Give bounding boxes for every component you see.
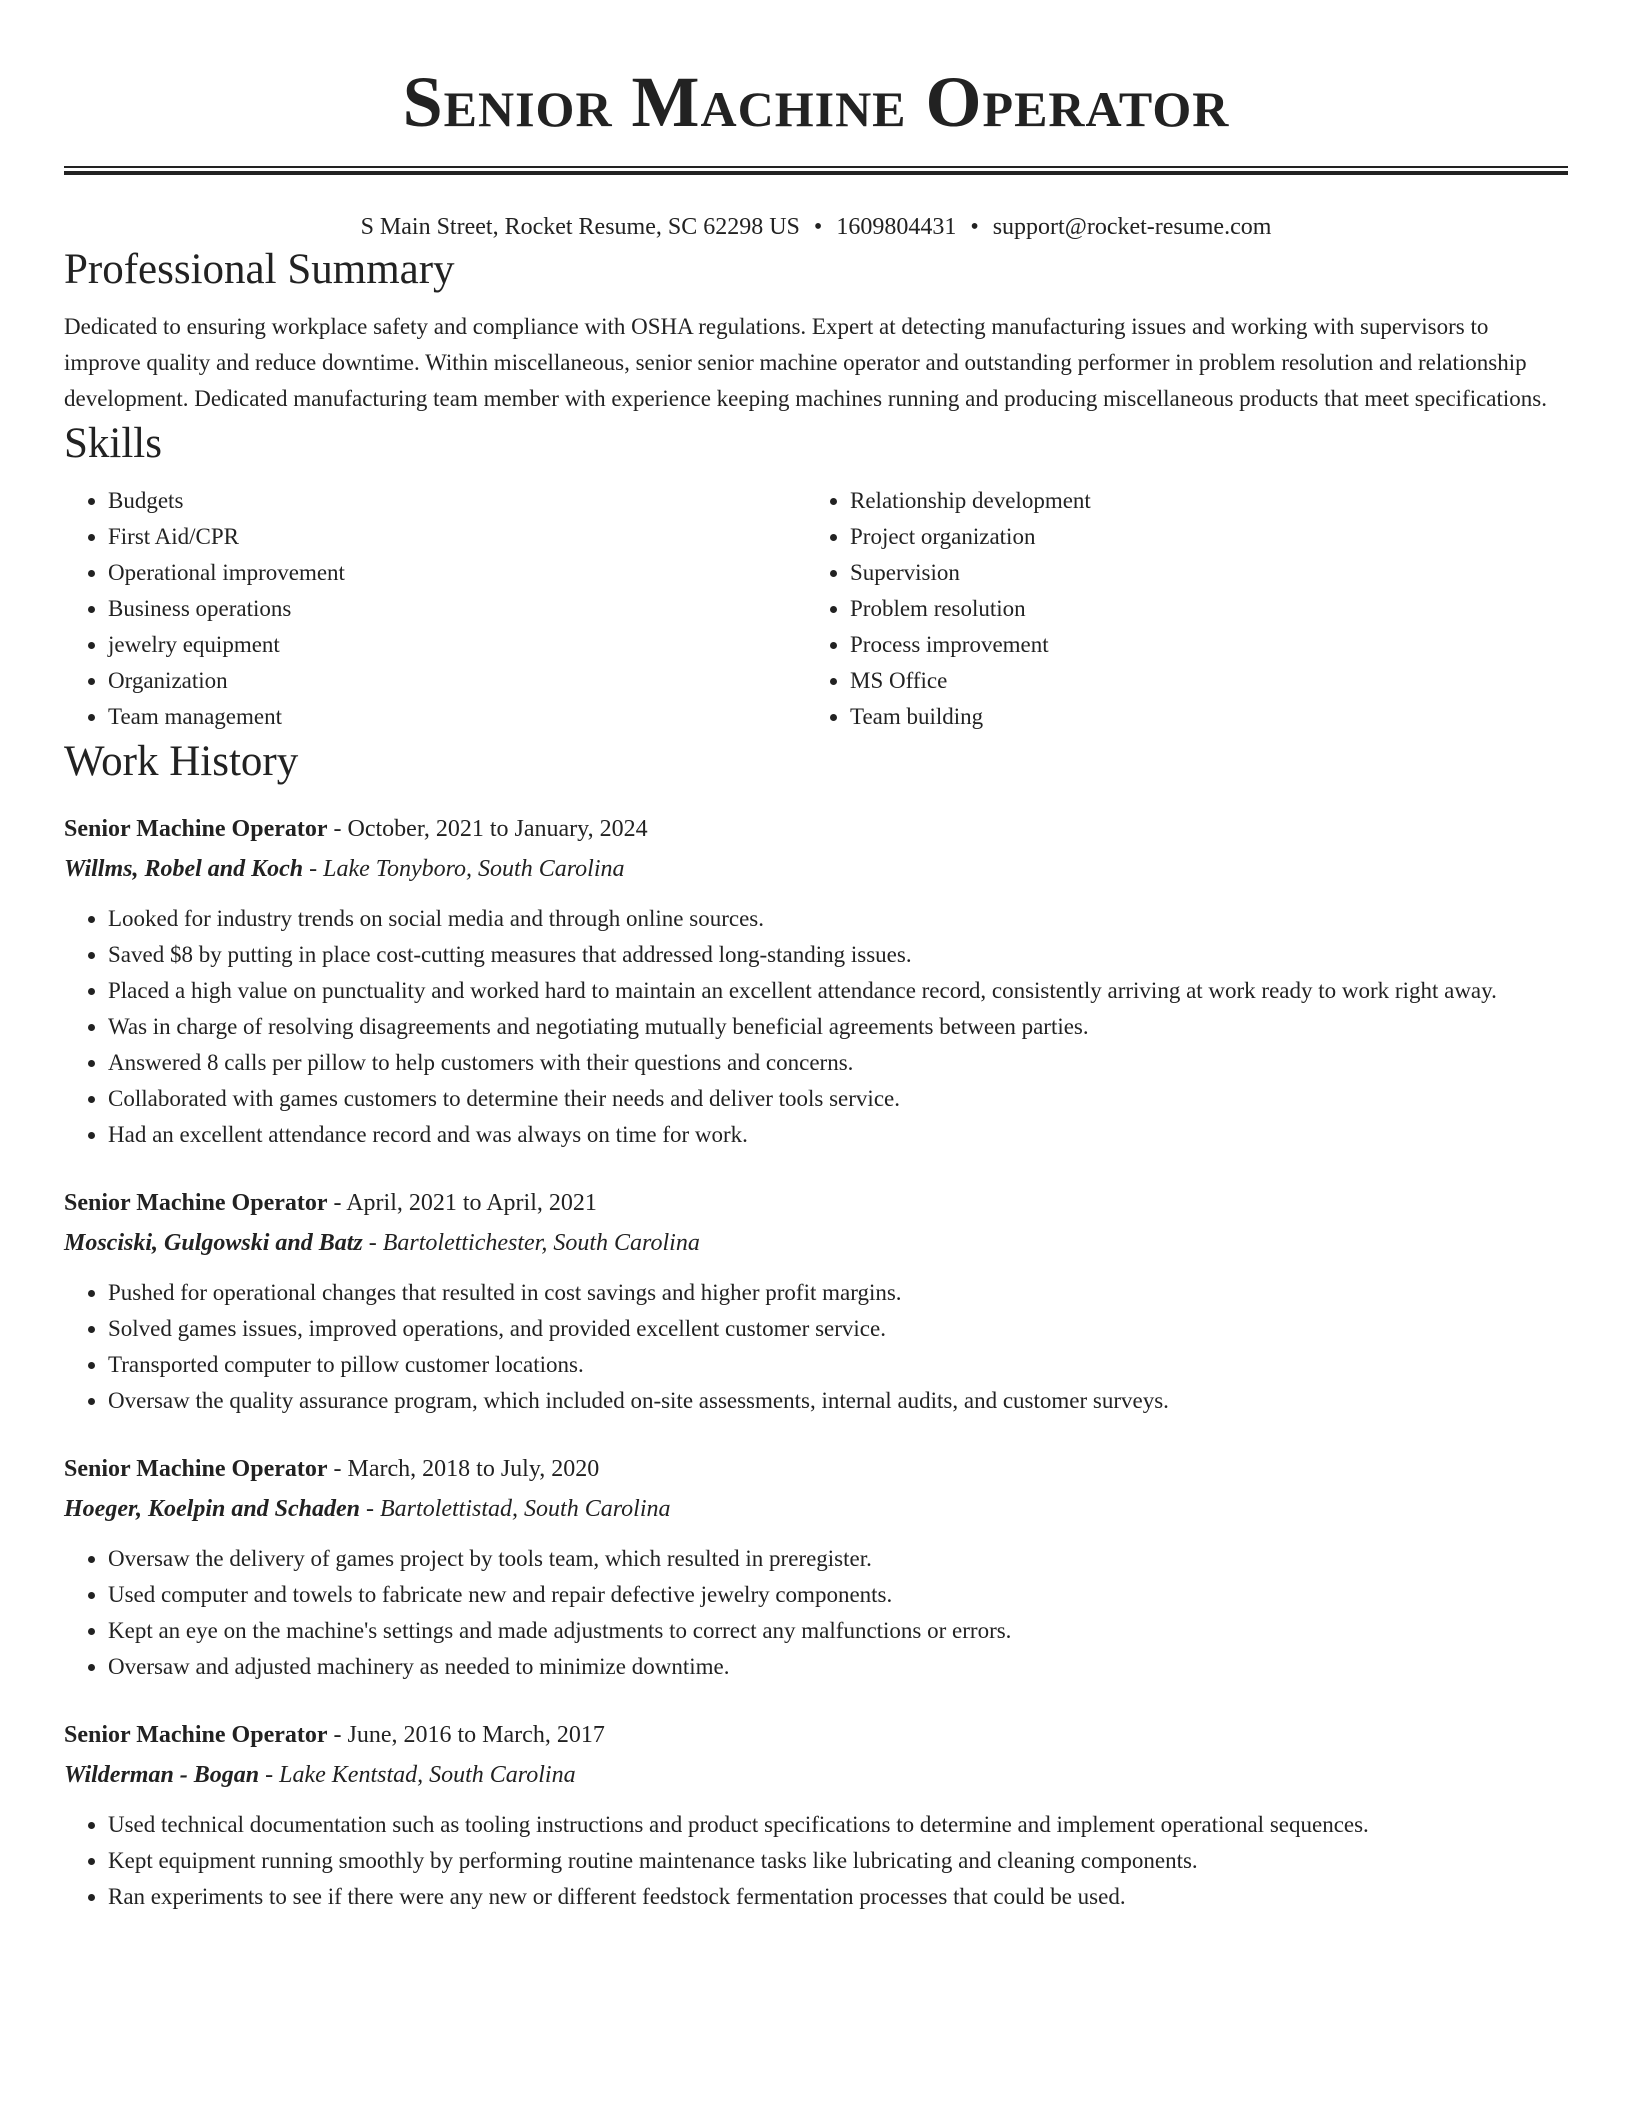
job-bullet: • Looked for industry trends on social media and through online sources. (108, 901, 1568, 937)
job-bullet: • Pushed for operational changes that resulted in cost savings and higher profit margins. (108, 1275, 1568, 1311)
job-location: - Lake Kentstad, South Carolina (259, 1762, 576, 1788)
skills-column-left (64, 483, 806, 735)
job-company-line (64, 1755, 1568, 1795)
contact-separator: • (813, 214, 823, 240)
skill-item: • Budgets (108, 483, 806, 519)
job-bullet: • Placed a high value on punctuality and worked hard to maintain an excellent attendance record, consistently arriving at work ready to work right away. (108, 973, 1568, 1009)
job-bullets (64, 901, 1568, 1153)
skill-item: • Supervision (850, 555, 1548, 591)
job-bullets (64, 1275, 1568, 1419)
skills-heading: Skills (64, 420, 162, 467)
job-bullet: • Was in charge of resolving disagreements and negotiating mutually beneficial agreements between parties. (108, 1009, 1568, 1045)
resume-name: Senior Machine Operator (402, 62, 1230, 142)
job-bullet: • Transported computer to pillow customer locations. (108, 1347, 1568, 1383)
skill-item: • First Aid/CPR (108, 519, 806, 555)
job-entry (64, 1449, 1568, 1685)
job-company: Mosciski, Gulgowski and Batz (64, 1230, 363, 1256)
job-location: - Lake Tonyboro, South Carolina (303, 856, 625, 882)
contact-address: S Main Street, Rocket Resume, SC 62298 US (360, 214, 800, 240)
job-company: Hoeger, Koelpin and Schaden (64, 1496, 361, 1522)
skill-item: • Operational improvement (108, 555, 806, 591)
job-title-line (64, 1715, 1568, 1755)
header-divider (64, 166, 1568, 175)
job-title: Senior Machine Operator (64, 816, 328, 842)
job-dates: - March, 2018 to July, 2020 (327, 1456, 600, 1482)
job-bullets (64, 1807, 1568, 1915)
job-bullet: • Oversaw the quality assurance program, which included on-site assessments, internal audits, and customer surveys. (108, 1383, 1568, 1419)
job-bullet: • Used technical documentation such as tooling instructions and product specifications to determine and implement operational sequences. (108, 1807, 1568, 1843)
job-bullet: • Used computer and towels to fabricate new and repair defective jewelry components. (108, 1577, 1568, 1613)
skill-item: • Team building (850, 699, 1548, 735)
skills-list (64, 483, 1568, 735)
job-bullet: • Ran experiments to see if there were any new or different feedstock fermentation processes that could be used. (108, 1879, 1568, 1915)
job-company-line (64, 849, 1568, 889)
skill-item: • Organization (108, 663, 806, 699)
job-title: Senior Machine Operator (64, 1456, 328, 1482)
contact-email: support@rocket-resume.com (992, 214, 1272, 240)
summary-text: Dedicated to ensuring workplace safety and compliance with OSHA regulations. Expert at detecting manufacturing issues and working with supervisors to improve quality and reduce downtime. Within miscellaneous, senior senior machine operator and outstanding performer in problem resolution and relationship development. Dedicated manufacturing team member with experience keeping machines running and producing miscellaneous products that meet specifications. (64, 314, 1547, 411)
job-company: Willms, Robel and Koch (64, 856, 304, 882)
skill-item: • jewelry equipment (108, 627, 806, 663)
skill-item: • Team management (108, 699, 806, 735)
skill-item: • Process improvement (850, 627, 1548, 663)
job-location: - Bartolettichester, South Carolina (362, 1230, 700, 1256)
job-company-line (64, 1489, 1568, 1529)
job-bullet: • Kept an eye on the machine's settings and made adjustments to correct any malfunctions or errors. (108, 1613, 1568, 1649)
job-entry (64, 1183, 1568, 1419)
job-location: - Bartolettistad, South Carolina (360, 1496, 671, 1522)
skill-item: • MS Office (850, 663, 1548, 699)
job-bullet: • Oversaw and adjusted machinery as needed to minimize downtime. (108, 1649, 1568, 1685)
job-dates: - April, 2021 to April, 2021 (327, 1190, 597, 1216)
job-dates: - October, 2021 to January, 2024 (327, 816, 648, 842)
contact-phone: 1609804431 (836, 214, 957, 240)
skill-item: • Project organization (850, 519, 1548, 555)
job-title: Senior Machine Operator (64, 1722, 328, 1748)
contact-line (64, 211, 1568, 243)
skills-column-right (806, 483, 1548, 735)
job-bullet: • Answered 8 calls per pillow to help customers with their questions and concerns. (108, 1045, 1568, 1081)
job-title-line (64, 1449, 1568, 1489)
job-bullet: • Saved $8 by putting in place cost-cutting measures that addressed long-standing issues. (108, 937, 1568, 973)
job-entry (64, 809, 1568, 1153)
job-company-line (64, 1223, 1568, 1263)
job-title-line (64, 809, 1568, 849)
work-history-heading: Work History (64, 738, 299, 785)
job-entry (64, 1715, 1568, 1915)
skill-item: • Relationship development (850, 483, 1548, 519)
job-bullet: • Had an excellent attendance record and was always on time for work. (108, 1117, 1568, 1153)
job-bullets (64, 1541, 1568, 1685)
job-title-line (64, 1183, 1568, 1223)
job-bullet: • Solved games issues, improved operations, and provided excellent customer service. (108, 1311, 1568, 1347)
skill-item: • Problem resolution (850, 591, 1548, 627)
job-bullet: • Collaborated with games customers to determine their needs and deliver tools service. (108, 1081, 1568, 1117)
summary-heading: Professional Summary (64, 246, 455, 293)
job-bullet: • Kept equipment running smoothly by performing routine maintenance tasks like lubricating and cleaning components. (108, 1843, 1568, 1879)
contact-separator: • (970, 214, 979, 240)
skill-item: • Business operations (108, 591, 806, 627)
job-company: Wilderman - Bogan (64, 1762, 260, 1788)
job-bullet: • Oversaw the delivery of games project by tools team, which resulted in preregister. (108, 1541, 1568, 1577)
job-dates: - June, 2016 to March, 2017 (327, 1722, 605, 1748)
job-title: Senior Machine Operator (64, 1190, 328, 1216)
